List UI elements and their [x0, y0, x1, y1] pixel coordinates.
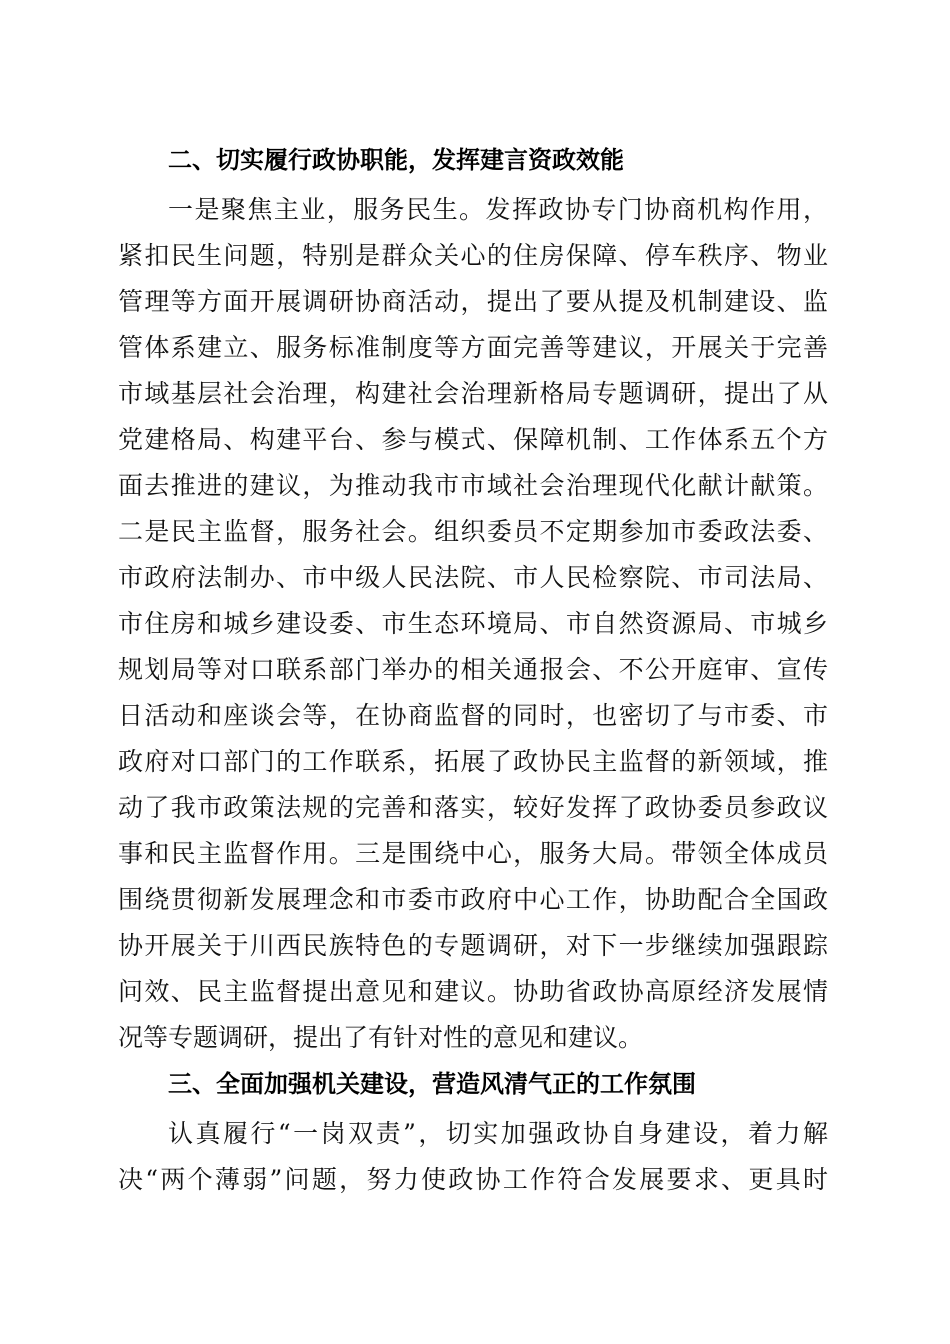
- paragraph-line: 面去推进的建议，为推动我市市域社会治理现代化献计献策。: [118, 471, 828, 500]
- paragraph-line: 政府对口部门的工作联系，拓展了政协民主监督的新领域，推: [118, 747, 828, 776]
- paragraph-line: 决“两个薄弱”问题，努力使政协工作符合发展要求、更具时: [118, 1165, 828, 1194]
- paragraph-line: 事和民主监督作用。三是围绕中心，服务大局。带领全体成员: [118, 839, 828, 868]
- paragraph-line: 管理等方面开展调研协商活动，提出了要从提及机制建设、监: [118, 287, 828, 316]
- paragraph-line: 一是聚焦主业，服务民生。发挥政协专门协商机构作用，: [168, 195, 828, 224]
- paragraph-line: 市政府法制办、市中级人民法院、市人民检察院、市司法局、: [118, 563, 828, 592]
- paragraph-line: 日活动和座谈会等，在协商监督的同时，也密切了与市委、市: [118, 701, 828, 730]
- section-3-heading: 三、全面加强机关建设，营造风清气正的工作氛围: [168, 1070, 696, 1098]
- paragraph-line: 市域基层社会治理，构建社会治理新格局专题调研，提出了从: [118, 379, 828, 408]
- section-2-heading: 二、切实履行政协职能，发挥建言资政效能: [168, 146, 624, 174]
- paragraph-line: 况等专题调研，提出了有针对性的意见和建议。: [118, 1023, 644, 1052]
- paragraph-line: 协开展关于川西民族特色的专题调研，对下一步继续加强跟踪: [118, 931, 828, 960]
- paragraph-line: 二是民主监督，服务社会。组织委员不定期参加市委政法委、: [118, 517, 828, 546]
- paragraph-line: 管体系建立、服务标准制度等方面完善等建议，开展关于完善: [118, 333, 828, 362]
- paragraph-line: 规划局等对口联系部门举办的相关通报会、不公开庭审、宣传: [118, 655, 828, 684]
- paragraph-line: 问效、民主监督提出意见和建议。协助省政协高原经济发展情: [118, 977, 828, 1006]
- paragraph-line: 市住房和城乡建设委、市生态环境局、市自然资源局、市城乡: [118, 609, 828, 638]
- paragraph-line: 党建格局、构建平台、参与模式、保障机制、工作体系五个方: [118, 425, 828, 454]
- paragraph-line: 紧扣民生问题，特别是群众关心的住房保障、停车秩序、物业: [118, 241, 828, 270]
- paragraph-line: 动了我市政策法规的完善和落实，较好发挥了政协委员参政议: [118, 793, 828, 822]
- paragraph-line: 认真履行“一岗双责”，切实加强政协自身建设，着力解: [168, 1119, 828, 1148]
- paragraph-line: 围绕贯彻新发展理念和市委市政府中心工作，协助配合全国政: [118, 885, 828, 914]
